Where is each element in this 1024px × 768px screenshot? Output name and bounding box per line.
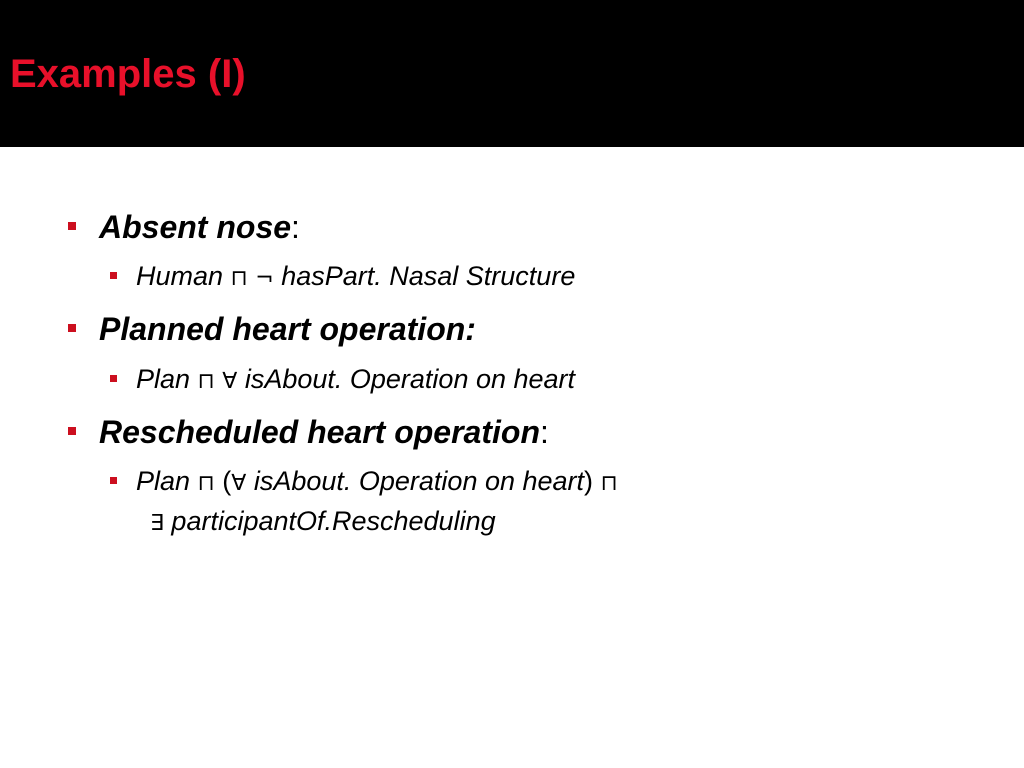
heading-colon: : — [291, 209, 300, 245]
slide-title: Examples (I) — [10, 52, 246, 96]
heading-colon: : — [539, 414, 549, 450]
close-paren: ) — [584, 466, 594, 496]
intersection-symbol: ⊓ — [230, 266, 248, 291]
formula-term: isAbout. Operation on heart — [253, 466, 585, 496]
list-item-heading — [99, 412, 549, 459]
formula-term: participantOf.Rescheduling — [171, 506, 496, 536]
formula-line — [136, 259, 575, 296]
intersection-symbol: ⊓ — [197, 471, 215, 496]
formula-line — [136, 464, 618, 501]
heading-text: Planned heart operation: — [99, 311, 476, 347]
heading-text: Rescheduled heart operation — [99, 414, 540, 450]
open-paren: ( — [222, 466, 232, 496]
list-item-heading — [99, 207, 300, 254]
formula-term: hasPart. Nasal Structure — [281, 261, 576, 291]
forall-symbol: ∀ — [222, 369, 238, 394]
negation-symbol: ¬ — [255, 266, 274, 291]
formula-term: Plan — [136, 466, 191, 496]
intersection-symbol: ⊓ — [197, 369, 215, 394]
bullet-marker — [68, 222, 76, 230]
formula-term: Human — [136, 261, 224, 291]
sub-bullet-marker — [110, 375, 117, 382]
list-item-heading — [99, 309, 476, 356]
formula-line — [136, 362, 575, 399]
exists-symbol: ∃ — [150, 511, 164, 536]
sub-bullet-marker — [110, 272, 117, 279]
formula-line-continued — [150, 504, 496, 541]
formula-term: isAbout. Operation on heart — [244, 364, 576, 394]
bullet-marker — [68, 427, 76, 435]
bullet-marker — [68, 324, 76, 332]
heading-text: Absent nose — [99, 209, 292, 245]
sub-bullet-marker — [110, 477, 117, 484]
intersection-symbol: ⊓ — [600, 471, 618, 496]
formula-term: Plan — [136, 364, 191, 394]
forall-symbol: ∀ — [231, 471, 247, 496]
